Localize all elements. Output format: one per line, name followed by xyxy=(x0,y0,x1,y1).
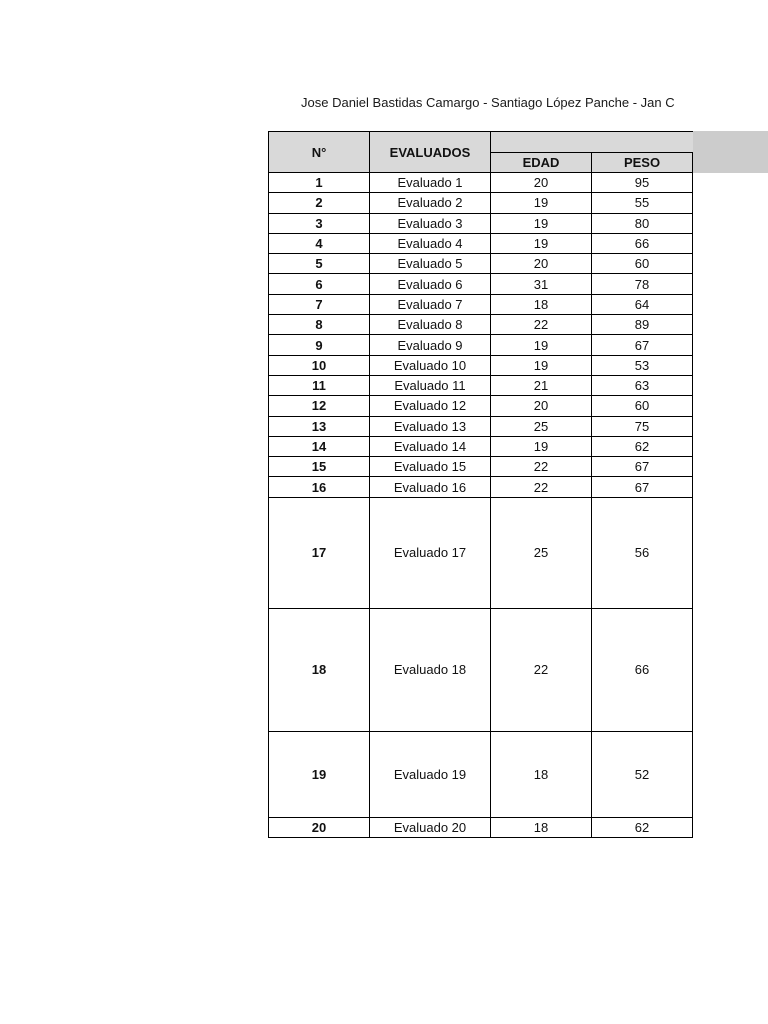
evaluados-table xyxy=(268,131,693,838)
cell-peso: 64 xyxy=(592,294,693,314)
cell-num: 17 xyxy=(269,497,370,608)
header-row-top xyxy=(269,132,693,153)
cell-peso: 67 xyxy=(592,335,693,355)
table-row xyxy=(269,416,693,436)
cell-peso: 56 xyxy=(592,497,693,608)
cell-num: 6 xyxy=(269,274,370,294)
cell-peso: 66 xyxy=(592,233,693,253)
cell-edad: 18 xyxy=(491,294,592,314)
cell-peso: 62 xyxy=(592,436,693,456)
table-row xyxy=(269,254,693,274)
cell-evaluado: Evaluado 13 xyxy=(370,416,491,436)
cell-evaluado: Evaluado 18 xyxy=(370,608,491,731)
cell-num: 19 xyxy=(269,731,370,817)
cell-peso: 52 xyxy=(592,731,693,817)
cell-num: 16 xyxy=(269,477,370,497)
cell-evaluado: Evaluado 5 xyxy=(370,254,491,274)
cell-num: 10 xyxy=(269,355,370,375)
table-row xyxy=(269,396,693,416)
cell-edad: 25 xyxy=(491,497,592,608)
table-row xyxy=(269,375,693,395)
cell-evaluado: Evaluado 19 xyxy=(370,731,491,817)
cell-peso: 89 xyxy=(592,315,693,335)
cell-edad: 22 xyxy=(491,315,592,335)
table-row xyxy=(269,193,693,213)
cell-peso: 62 xyxy=(592,817,693,837)
table-row xyxy=(269,315,693,335)
cell-edad: 20 xyxy=(491,173,592,193)
cell-edad: 19 xyxy=(491,355,592,375)
table-row xyxy=(269,731,693,817)
cell-num: 5 xyxy=(269,254,370,274)
cell-num: 14 xyxy=(269,436,370,456)
cell-edad: 25 xyxy=(491,416,592,436)
header-peso: PESO xyxy=(592,153,693,173)
header-side-band xyxy=(692,131,768,173)
cell-num: 13 xyxy=(269,416,370,436)
cell-evaluado: Evaluado 6 xyxy=(370,274,491,294)
table-row xyxy=(269,477,693,497)
table-row xyxy=(269,274,693,294)
cell-edad: 22 xyxy=(491,477,592,497)
header-num: N° xyxy=(269,132,370,173)
table-row xyxy=(269,436,693,456)
table-body xyxy=(269,173,693,838)
table-row xyxy=(269,294,693,314)
cell-peso: 63 xyxy=(592,375,693,395)
cell-peso: 80 xyxy=(592,213,693,233)
cell-edad: 19 xyxy=(491,436,592,456)
cell-edad: 20 xyxy=(491,254,592,274)
cell-edad: 22 xyxy=(491,608,592,731)
cell-edad: 19 xyxy=(491,193,592,213)
cell-num: 1 xyxy=(269,173,370,193)
table-row xyxy=(269,497,693,608)
cell-edad: 19 xyxy=(491,233,592,253)
cell-peso: 67 xyxy=(592,457,693,477)
cell-edad: 31 xyxy=(491,274,592,294)
table-row xyxy=(269,173,693,193)
cell-edad: 18 xyxy=(491,817,592,837)
cell-evaluado: Evaluado 9 xyxy=(370,335,491,355)
cell-evaluado: Evaluado 15 xyxy=(370,457,491,477)
table-row xyxy=(269,213,693,233)
cell-evaluado: Evaluado 16 xyxy=(370,477,491,497)
cell-evaluado: Evaluado 2 xyxy=(370,193,491,213)
table-row xyxy=(269,608,693,731)
cell-num: 3 xyxy=(269,213,370,233)
cell-num: 20 xyxy=(269,817,370,837)
cell-edad: 18 xyxy=(491,731,592,817)
cell-num: 7 xyxy=(269,294,370,314)
cell-evaluado: Evaluado 11 xyxy=(370,375,491,395)
header-group xyxy=(491,132,693,153)
cell-num: 9 xyxy=(269,335,370,355)
cell-peso: 55 xyxy=(592,193,693,213)
table-header xyxy=(269,132,693,173)
cell-num: 12 xyxy=(269,396,370,416)
table-row xyxy=(269,355,693,375)
header-evaluados: EVALUADOS xyxy=(370,132,491,173)
cell-edad: 19 xyxy=(491,213,592,233)
cell-num: 11 xyxy=(269,375,370,395)
cell-peso: 78 xyxy=(592,274,693,294)
cell-edad: 19 xyxy=(491,335,592,355)
cell-evaluado: Evaluado 10 xyxy=(370,355,491,375)
cell-peso: 66 xyxy=(592,608,693,731)
table-row xyxy=(269,457,693,477)
cell-edad: 22 xyxy=(491,457,592,477)
table-row xyxy=(269,335,693,355)
cell-evaluado: Evaluado 20 xyxy=(370,817,491,837)
cell-peso: 60 xyxy=(592,254,693,274)
cell-evaluado: Evaluado 14 xyxy=(370,436,491,456)
cell-peso: 60 xyxy=(592,396,693,416)
header-edad: EDAD xyxy=(491,153,592,173)
cell-evaluado: Evaluado 7 xyxy=(370,294,491,314)
cell-evaluado: Evaluado 8 xyxy=(370,315,491,335)
cell-num: 18 xyxy=(269,608,370,731)
cell-peso: 53 xyxy=(592,355,693,375)
cell-num: 4 xyxy=(269,233,370,253)
table-row xyxy=(269,817,693,837)
cell-peso: 67 xyxy=(592,477,693,497)
cell-evaluado: Evaluado 17 xyxy=(370,497,491,608)
table-row xyxy=(269,233,693,253)
cell-evaluado: Evaluado 1 xyxy=(370,173,491,193)
cell-num: 2 xyxy=(269,193,370,213)
cell-evaluado: Evaluado 3 xyxy=(370,213,491,233)
cell-peso: 95 xyxy=(592,173,693,193)
authors-line: Jose Daniel Bastidas Camargo - Santiago López Panche - Jan C xyxy=(301,95,675,110)
cell-peso: 75 xyxy=(592,416,693,436)
cell-edad: 21 xyxy=(491,375,592,395)
cell-evaluado: Evaluado 4 xyxy=(370,233,491,253)
cell-num: 8 xyxy=(269,315,370,335)
cell-num: 15 xyxy=(269,457,370,477)
cell-edad: 20 xyxy=(491,396,592,416)
cell-evaluado: Evaluado 12 xyxy=(370,396,491,416)
